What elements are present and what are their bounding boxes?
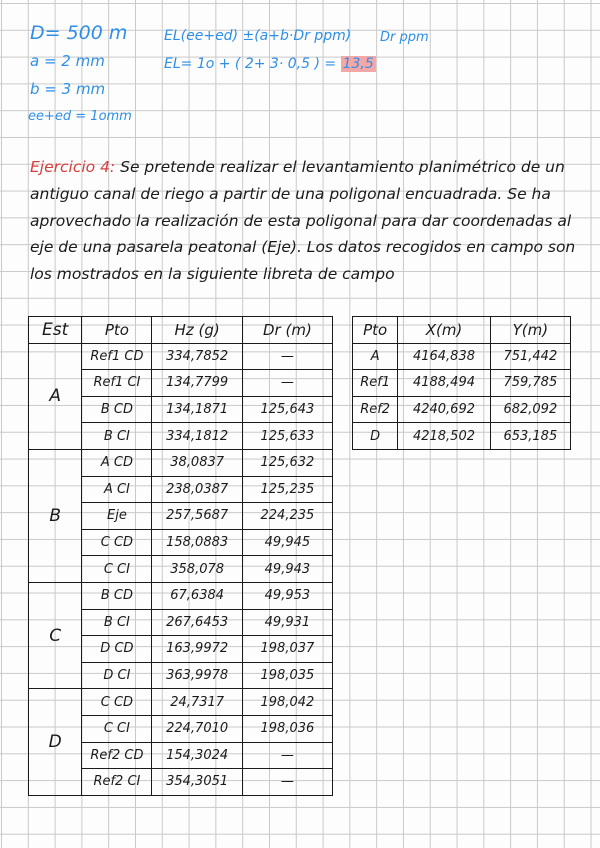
header-dr: Dr (m) <box>242 317 332 344</box>
dr-cell: — <box>242 769 332 796</box>
point-cell: A CI <box>82 476 152 503</box>
point-cell: A CD <box>82 449 152 476</box>
dr-cell: 49,953 <box>242 582 332 609</box>
dr-cell: 125,235 <box>242 476 332 503</box>
point-cell: Ref1 CI <box>82 370 152 397</box>
point-cell: C CI <box>82 556 152 583</box>
hz-cell: 163,9972 <box>152 636 242 663</box>
given-a: a = 2 mm <box>30 52 105 70</box>
dr-cell: 49,943 <box>242 556 332 583</box>
point-cell: B CD <box>82 582 152 609</box>
hz-cell: 334,7852 <box>152 343 242 370</box>
header-pto: Pto <box>82 317 152 344</box>
point-cell: C CD <box>82 689 152 716</box>
hz-cell: 363,9978 <box>152 662 242 689</box>
dr-cell: 49,931 <box>242 609 332 636</box>
table-row <box>29 689 333 716</box>
station-cell: C <box>29 582 82 688</box>
point-cell: Ref2 CI <box>82 769 152 796</box>
x-cell: 4164,838 <box>398 343 490 370</box>
x-cell: 4218,502 <box>398 423 490 450</box>
dr-cell: 224,235 <box>242 503 332 530</box>
point-cell: D CI <box>82 662 152 689</box>
table-row <box>29 343 333 370</box>
hz-cell: 354,3051 <box>152 769 242 796</box>
hz-cell: 238,0387 <box>152 476 242 503</box>
hz-cell: 67,6384 <box>152 582 242 609</box>
point-cell: Ref1 CD <box>82 343 152 370</box>
table-header-row <box>29 317 333 344</box>
point-cell: Ref2 CD <box>82 742 152 769</box>
table-row <box>353 370 571 397</box>
hz-cell: 257,5687 <box>152 503 242 530</box>
dr-cell: 198,037 <box>242 636 332 663</box>
table-row <box>353 423 571 450</box>
x-cell: 4188,494 <box>398 370 490 397</box>
point-cell: C CI <box>82 715 152 742</box>
hz-cell: 158,0883 <box>152 529 242 556</box>
station-cell: A <box>29 343 82 449</box>
point-cell: B CI <box>82 609 152 636</box>
dr-cell: — <box>242 370 332 397</box>
header-y: Y(m) <box>490 317 570 344</box>
hz-cell: 134,1871 <box>152 396 242 423</box>
hz-cell: 334,1812 <box>152 423 242 450</box>
dr-cell: — <box>242 343 332 370</box>
table-row <box>353 343 571 370</box>
error-calculation <box>164 56 376 72</box>
table-row <box>29 582 333 609</box>
coordinates-body <box>353 343 571 449</box>
hz-cell: 38,0837 <box>152 449 242 476</box>
hz-cell: 134,7799 <box>152 370 242 397</box>
point-cell: Ref1 <box>353 370 398 397</box>
point-cell: Eje <box>82 503 152 530</box>
table-row <box>353 396 571 423</box>
station-cell: B <box>29 449 82 582</box>
given-ee-ed: ee+ed = 1omm <box>28 109 132 124</box>
table-row <box>29 449 333 476</box>
y-cell: 759,785 <box>490 370 570 397</box>
hz-cell: 267,6453 <box>152 609 242 636</box>
y-cell: 653,185 <box>490 423 570 450</box>
dr-cell: 198,036 <box>242 715 332 742</box>
given-b: b = 3 mm <box>30 80 106 98</box>
point-cell: A <box>353 343 398 370</box>
dr-cell: 125,633 <box>242 423 332 450</box>
dr-cell: 198,042 <box>242 689 332 716</box>
point-cell: B CI <box>82 423 152 450</box>
exercise-text: Se pretende realizar el levantamiento planimétrico de un antiguo canal de riego a partir de una poligonal encuadrada. Se ha aprovechado la realización de esta poligonal para dar coordenadas al eje de una pasarela peatonal (Eje). Los datos recogidos en campo son los mostrados en la siguiente libreta de campo <box>30 158 576 284</box>
point-cell: D CD <box>82 636 152 663</box>
y-cell: 682,092 <box>490 396 570 423</box>
exercise-label: Ejercicio 4: <box>30 158 116 176</box>
header-hz: Hz (g) <box>152 317 242 344</box>
header-est: Est <box>29 317 82 344</box>
dr-cell: 125,632 <box>242 449 332 476</box>
dr-ppm-note: Dr ppm <box>380 30 429 45</box>
dr-cell: 125,643 <box>242 396 332 423</box>
dr-cell: 198,035 <box>242 662 332 689</box>
hz-cell: 24,7317 <box>152 689 242 716</box>
point-cell: C CD <box>82 529 152 556</box>
dr-cell: — <box>242 742 332 769</box>
station-cell: D <box>29 689 82 795</box>
point-cell: D <box>353 423 398 450</box>
error-calculation-text: EL= 1o + ( 2+ 3· 0,5 ) = <box>164 56 337 72</box>
point-cell: Ref2 <box>353 396 398 423</box>
point-cell: B CD <box>82 396 152 423</box>
error-formula: EL(ee+ed) ±(a+b·Dr ppm) <box>164 28 352 44</box>
dr-cell: 49,945 <box>242 529 332 556</box>
hz-cell: 358,078 <box>152 556 242 583</box>
exercise-statement <box>30 154 578 288</box>
x-cell: 4240,692 <box>398 396 490 423</box>
header-x: X(m) <box>398 317 490 344</box>
y-cell: 751,442 <box>490 343 570 370</box>
error-result: 13,5 <box>342 56 374 72</box>
hz-cell: 224,7010 <box>152 715 242 742</box>
header-pto: Pto <box>353 317 398 344</box>
given-distance: D= 500 m <box>30 22 128 44</box>
coordinates-table <box>352 316 571 450</box>
field-book-body <box>29 343 333 795</box>
table-header-row <box>353 317 571 344</box>
field-book-table <box>28 316 333 796</box>
hz-cell: 154,3024 <box>152 742 242 769</box>
